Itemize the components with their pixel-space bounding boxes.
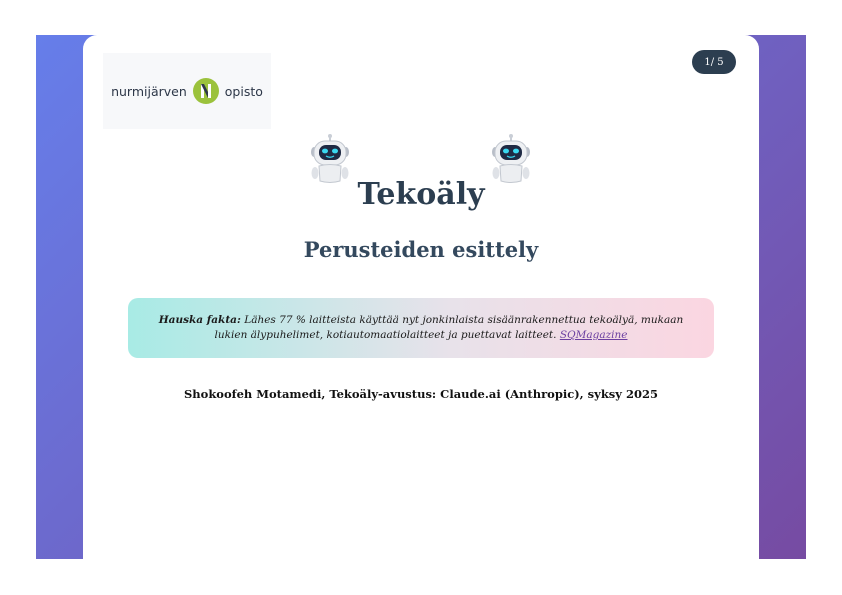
- logo-left-text: nurmijärven: [111, 83, 187, 99]
- fun-fact-label: Hauska fakta:: [158, 313, 241, 326]
- source-link[interactable]: SQMagazine: [559, 329, 628, 341]
- organization-logo: [103, 53, 271, 129]
- fun-fact-text: Lähes 77 % laitteista käyttää nyt jonkinlaista sisäänrakennettua tekoälyä, mukaan lukien älypuhelimet, kotiautomaatiolaitteet ja puettavat laitteet.: [214, 313, 684, 341]
- author-credit: Shokoofeh Motamedi, Tekoäly-avustus: Claude.ai (Anthropic), syksy 2025: [184, 387, 658, 401]
- slide: [83, 35, 759, 595]
- fun-fact-content: [146, 313, 696, 343]
- slide-title: Tekoäly: [357, 177, 485, 212]
- fun-fact-box: [128, 298, 714, 358]
- page-indicator: 1/ 5: [692, 50, 736, 74]
- slide-subtitle: Perusteiden esittely: [303, 237, 539, 262]
- logo-right-text: opisto: [224, 83, 263, 99]
- logo-mark-icon: [193, 78, 219, 104]
